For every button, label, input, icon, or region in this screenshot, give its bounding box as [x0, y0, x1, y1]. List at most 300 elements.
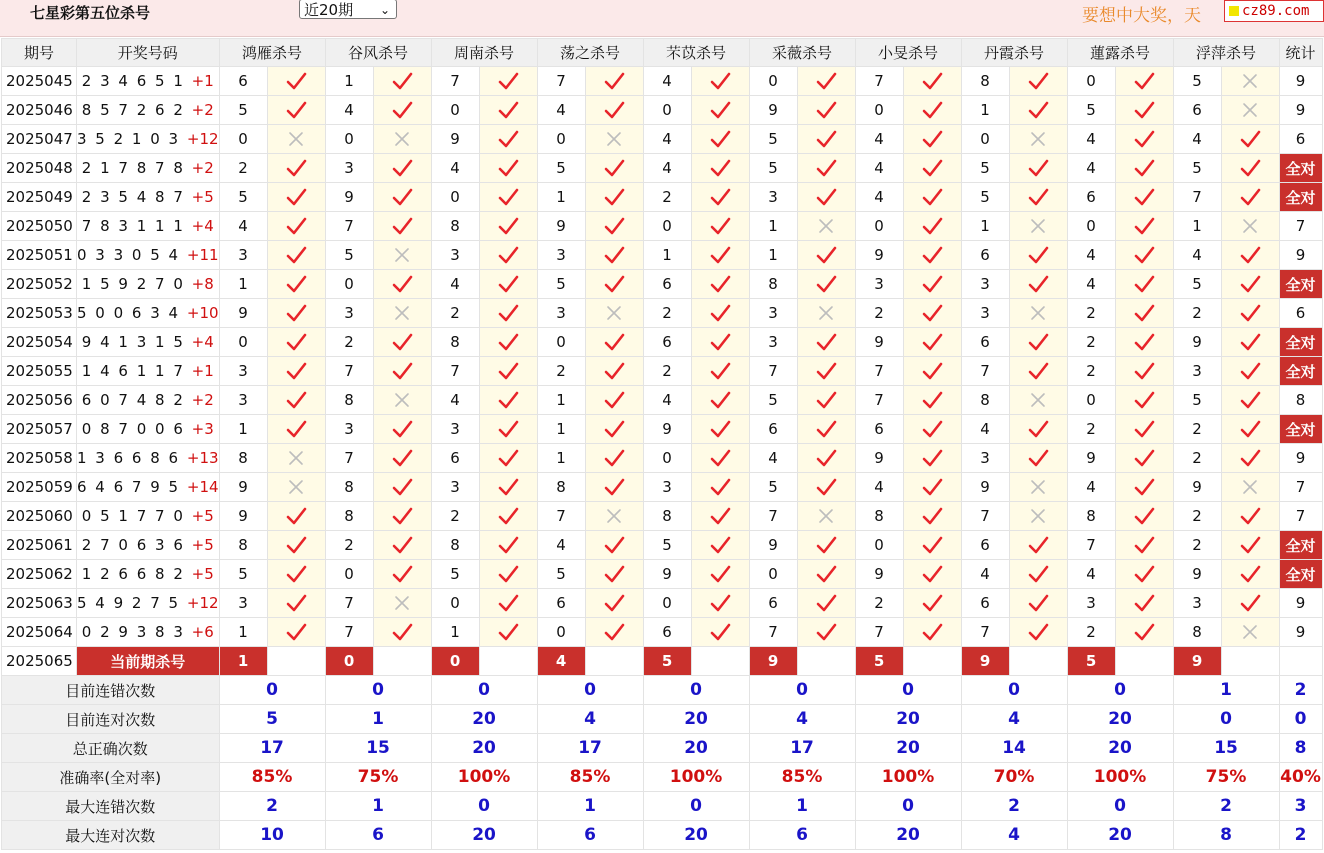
draw-bonus: +8: [191, 275, 214, 293]
result-mark-cell: [585, 125, 643, 154]
table-row: [2, 589, 1323, 618]
current-kill-number: 9: [749, 647, 797, 676]
period-cell: 2025059: [2, 473, 77, 502]
period-range-select[interactable]: [299, 0, 397, 19]
draw-number-cell: [77, 618, 220, 647]
check-icon: [391, 563, 413, 585]
stat-cell: 9: [1279, 67, 1322, 96]
draw-number-cell: [77, 473, 220, 502]
draw-number-cell: [77, 444, 220, 473]
result-mark-cell: [1221, 589, 1279, 618]
check-icon: [1133, 563, 1155, 585]
check-icon: [1133, 505, 1155, 527]
check-icon: [497, 418, 519, 440]
check-icon: [497, 621, 519, 643]
current-kill-number: 4: [537, 647, 585, 676]
kill-number-cell: 4: [431, 270, 479, 299]
summary-value: 4: [537, 705, 643, 734]
summary-value: 8: [1173, 821, 1279, 850]
result-mark-cell: [797, 560, 855, 589]
draw-number-cell: [77, 125, 220, 154]
kill-number-cell: 9: [961, 473, 1009, 502]
kill-number-cell: 1: [431, 618, 479, 647]
kill-number-cell: 4: [749, 444, 797, 473]
result-mark-cell: [267, 502, 325, 531]
result-mark-cell: [267, 241, 325, 270]
kill-number-cell: 0: [537, 618, 585, 647]
draw-number-cell: [77, 270, 220, 299]
kill-number-cell: 9: [219, 299, 267, 328]
cross-icon: [391, 128, 413, 150]
result-mark-cell: [585, 241, 643, 270]
check-icon: [1239, 128, 1261, 150]
result-mark-cell: [797, 473, 855, 502]
draw-digits: 0 3 3 0 5 4: [77, 246, 187, 264]
result-mark-cell: [267, 386, 325, 415]
kill-number-cell: 4: [1173, 241, 1221, 270]
check-icon: [815, 99, 837, 121]
draw-digits: 1 2 6 6 8 2: [81, 565, 192, 583]
result-mark-cell: [585, 473, 643, 502]
summary-total: 2: [1279, 821, 1322, 850]
result-mark-cell: [691, 154, 749, 183]
check-icon: [285, 534, 307, 556]
kill-number-cell: 4: [1067, 154, 1115, 183]
check-icon: [709, 621, 731, 643]
period-cell: 2025049: [2, 183, 77, 212]
summary-value: 6: [749, 821, 855, 850]
result-mark-cell: [1115, 299, 1173, 328]
kill-number-cell: 2: [1173, 415, 1221, 444]
kill-number-cell: 2: [1067, 618, 1115, 647]
period-cell: 2025045: [2, 67, 77, 96]
result-mark-cell: [585, 357, 643, 386]
kill-number-cell: 8: [325, 473, 373, 502]
summary-value: 0: [855, 676, 961, 705]
kill-number-cell: 3: [325, 299, 373, 328]
check-icon: [1239, 273, 1261, 295]
check-icon: [815, 621, 837, 643]
summary-value: 1: [325, 705, 431, 734]
check-icon: [1133, 389, 1155, 411]
kill-number-cell: 8: [219, 444, 267, 473]
kill-number-cell: 0: [325, 270, 373, 299]
result-mark-cell: [1221, 270, 1279, 299]
summary-value: 4: [961, 821, 1067, 850]
check-icon: [391, 360, 413, 382]
column-header-stat: 统计: [1279, 39, 1322, 67]
logo-dot-icon: [1229, 6, 1239, 16]
result-mark-cell: [903, 328, 961, 357]
result-mark-cell: [797, 299, 855, 328]
check-icon: [497, 244, 519, 266]
summary-value: 20: [855, 734, 961, 763]
check-icon: [497, 360, 519, 382]
check-icon: [1239, 186, 1261, 208]
check-icon: [921, 534, 943, 556]
kill-number-cell: 1: [537, 415, 585, 444]
period-cell: 2025050: [2, 212, 77, 241]
current-kill-spacer: [373, 647, 431, 676]
table-row: [2, 154, 1323, 183]
draw-bonus: +1: [191, 72, 214, 90]
check-icon: [497, 476, 519, 498]
kill-number-cell: 2: [1173, 531, 1221, 560]
result-mark-cell: [1009, 96, 1067, 125]
current-kill-number: 1: [219, 647, 267, 676]
kill-number-cell: 2: [219, 154, 267, 183]
check-icon: [285, 389, 307, 411]
cross-icon: [603, 302, 625, 324]
result-mark-cell: [585, 270, 643, 299]
result-mark-cell: [479, 473, 537, 502]
check-icon: [285, 215, 307, 237]
summary-value: 0: [1067, 676, 1173, 705]
check-icon: [709, 418, 731, 440]
result-mark-cell: [479, 212, 537, 241]
result-mark-cell: [903, 96, 961, 125]
table-header-row: [2, 39, 1323, 67]
result-mark-cell: [903, 531, 961, 560]
check-icon: [1027, 592, 1049, 614]
kill-number-cell: 4: [325, 96, 373, 125]
cross-icon: [1027, 128, 1049, 150]
current-kill-spacer: [585, 647, 643, 676]
draw-number-cell: [77, 386, 220, 415]
draw-digits: 1 4 6 1 1 7: [81, 362, 192, 380]
result-mark-cell: [1221, 415, 1279, 444]
check-icon: [497, 389, 519, 411]
kill-number-cell: 7: [855, 618, 903, 647]
result-mark-cell: [373, 67, 431, 96]
site-logo[interactable]: [1224, 0, 1324, 22]
kill-number-cell: 7: [431, 357, 479, 386]
result-mark-cell: [1009, 415, 1067, 444]
result-mark-cell: [1115, 560, 1173, 589]
check-icon: [1133, 331, 1155, 353]
kill-number-cell: 7: [431, 67, 479, 96]
summary-value: 0: [219, 676, 325, 705]
result-mark-cell: [585, 415, 643, 444]
period-cell: 2025047: [2, 125, 77, 154]
result-mark-cell: [373, 183, 431, 212]
kill-number-cell: 0: [325, 560, 373, 589]
column-header-expert: 丹霞杀号: [961, 39, 1067, 67]
draw-digits: 6 4 6 7 9 5: [77, 478, 187, 496]
kill-number-cell: 1: [537, 444, 585, 473]
kill-number-cell: 9: [855, 241, 903, 270]
check-icon: [603, 331, 625, 353]
kill-number-cell: 2: [431, 502, 479, 531]
summary-value: 2: [1173, 792, 1279, 821]
result-mark-cell: [691, 473, 749, 502]
period-cell: 2025064: [2, 618, 77, 647]
result-mark-cell: [479, 96, 537, 125]
draw-digits: 1 5 9 2 7 0: [81, 275, 192, 293]
result-mark-cell: [691, 299, 749, 328]
check-icon: [1133, 215, 1155, 237]
check-icon: [497, 273, 519, 295]
kill-number-cell: 2: [537, 357, 585, 386]
check-icon: [1133, 476, 1155, 498]
result-mark-cell: [1009, 299, 1067, 328]
stat-cell: 9: [1279, 589, 1322, 618]
result-mark-cell: [691, 618, 749, 647]
column-header-expert: 谷风杀号: [325, 39, 431, 67]
result-mark-cell: [585, 531, 643, 560]
kill-number-cell: 5: [537, 270, 585, 299]
summary-value: 0: [1173, 705, 1279, 734]
summary-total: 2: [1279, 676, 1322, 705]
result-mark-cell: [903, 241, 961, 270]
kill-number-cell: 7: [1173, 183, 1221, 212]
draw-digits: 6 0 7 4 8 2: [81, 391, 192, 409]
kill-number-cell: 3: [749, 299, 797, 328]
result-mark-cell: [1221, 531, 1279, 560]
kill-number-cell: 6: [1067, 183, 1115, 212]
stat-cell: 全对: [1279, 183, 1322, 212]
check-icon: [603, 534, 625, 556]
check-icon: [603, 99, 625, 121]
result-mark-cell: [691, 96, 749, 125]
stat-cell: 全对: [1279, 328, 1322, 357]
summary-value: 0: [643, 792, 749, 821]
check-icon: [921, 331, 943, 353]
check-icon: [391, 273, 413, 295]
result-mark-cell: [1009, 67, 1067, 96]
result-mark-cell: [267, 183, 325, 212]
kill-number-cell: 6: [961, 531, 1009, 560]
cross-icon: [603, 505, 625, 527]
check-icon: [921, 128, 943, 150]
result-mark-cell: [1009, 212, 1067, 241]
kill-number-cell: 1: [219, 415, 267, 444]
kill-number-cell: 7: [749, 618, 797, 647]
cross-icon: [391, 389, 413, 411]
check-icon: [391, 534, 413, 556]
result-mark-cell: [479, 589, 537, 618]
result-mark-cell: [479, 386, 537, 415]
check-icon: [1027, 621, 1049, 643]
result-mark-cell: [373, 589, 431, 618]
check-icon: [603, 563, 625, 585]
result-mark-cell: [267, 357, 325, 386]
stat-cell: 全对: [1279, 270, 1322, 299]
kill-number-cell: 6: [537, 589, 585, 618]
kill-number-cell: 4: [1173, 125, 1221, 154]
check-icon: [815, 592, 837, 614]
stat-cell: 6: [1279, 125, 1322, 154]
result-mark-cell: [585, 212, 643, 241]
result-mark-cell: [1115, 96, 1173, 125]
draw-digits: 2 7 0 6 3 6: [81, 536, 192, 554]
check-icon: [1133, 244, 1155, 266]
kill-number-cell: 5: [431, 560, 479, 589]
result-mark-cell: [903, 154, 961, 183]
draw-digits: 5 4 9 2 7 5: [77, 594, 187, 612]
kill-number-cell: 3: [325, 415, 373, 444]
chevron-down-icon: ⌄: [379, 3, 390, 17]
stat-cell: 全对: [1279, 415, 1322, 444]
kill-number-cell: 1: [325, 67, 373, 96]
current-kill-number: 9: [1173, 647, 1221, 676]
check-icon: [921, 563, 943, 585]
stat-cell: 7: [1279, 473, 1322, 502]
result-mark-cell: [691, 67, 749, 96]
result-mark-cell: [1115, 241, 1173, 270]
column-header-expert: 芣苡杀号: [643, 39, 749, 67]
cross-icon: [285, 476, 307, 498]
kill-number-cell: 5: [1173, 154, 1221, 183]
kill-number-cell: 5: [749, 386, 797, 415]
result-mark-cell: [1221, 241, 1279, 270]
result-mark-cell: [267, 531, 325, 560]
result-mark-cell: [1115, 415, 1173, 444]
result-mark-cell: [797, 415, 855, 444]
kill-number-cell: 8: [219, 531, 267, 560]
kill-number-cell: 2: [431, 299, 479, 328]
result-mark-cell: [1115, 473, 1173, 502]
summary-value: 100%: [643, 763, 749, 792]
kill-number-cell: 5: [749, 473, 797, 502]
summary-value: 6: [537, 821, 643, 850]
kill-number-cell: 7: [325, 618, 373, 647]
kill-number-cell: 7: [325, 589, 373, 618]
stat-cell: 全对: [1279, 154, 1322, 183]
kill-number-cell: 7: [855, 386, 903, 415]
cross-icon: [1239, 70, 1261, 92]
draw-digits: 1 3 6 6 8 6: [77, 449, 187, 467]
summary-value: 0: [431, 792, 537, 821]
result-mark-cell: [373, 618, 431, 647]
check-icon: [1239, 447, 1261, 469]
check-icon: [815, 447, 837, 469]
table-row: [2, 444, 1323, 473]
kill-number-cell: 9: [431, 125, 479, 154]
summary-label: 最大连错次数: [2, 792, 220, 821]
table-row: [2, 241, 1323, 270]
result-mark-cell: [267, 328, 325, 357]
kill-number-cell: 4: [855, 183, 903, 212]
summary-value: 15: [1173, 734, 1279, 763]
result-mark-cell: [267, 212, 325, 241]
summary-label: 准确率(全对率): [2, 763, 220, 792]
kill-number-cell: 0: [431, 96, 479, 125]
summary-row: [2, 676, 1323, 705]
kill-number-cell: 9: [643, 560, 691, 589]
check-icon: [921, 244, 943, 266]
result-mark-cell: [267, 415, 325, 444]
draw-bonus: +12: [186, 130, 219, 148]
result-mark-cell: [373, 473, 431, 502]
summary-value: 1: [1173, 676, 1279, 705]
summary-label: 目前连对次数: [2, 705, 220, 734]
result-mark-cell: [797, 444, 855, 473]
current-kill-spacer: [1009, 647, 1067, 676]
kill-number-cell: 2: [643, 299, 691, 328]
result-mark-cell: [903, 589, 961, 618]
check-icon: [709, 99, 731, 121]
check-icon: [815, 534, 837, 556]
result-mark-cell: [903, 270, 961, 299]
draw-bonus: +12: [186, 594, 219, 612]
result-mark-cell: [797, 531, 855, 560]
check-icon: [921, 70, 943, 92]
kill-number-cell: 0: [749, 67, 797, 96]
kill-number-cell: 6: [1173, 96, 1221, 125]
check-icon: [603, 621, 625, 643]
result-mark-cell: [903, 183, 961, 212]
result-mark-cell: [903, 67, 961, 96]
result-mark-cell: [373, 154, 431, 183]
check-icon: [709, 563, 731, 585]
kill-number-cell: 1: [749, 212, 797, 241]
kill-number-cell: 4: [643, 125, 691, 154]
period-cell: 2025046: [2, 96, 77, 125]
result-mark-cell: [267, 618, 325, 647]
result-mark-cell: [267, 444, 325, 473]
kill-number-cell: 0: [537, 328, 585, 357]
kill-number-cell: 5: [961, 154, 1009, 183]
kill-number-cell: 5: [1067, 96, 1115, 125]
draw-number-cell: [77, 154, 220, 183]
cross-icon: [391, 592, 413, 614]
draw-bonus: +2: [191, 391, 214, 409]
draw-digits: 8 5 7 2 6 2: [81, 101, 192, 119]
draw-digits: 2 3 4 6 5 1: [81, 72, 192, 90]
check-icon: [1239, 563, 1261, 585]
kill-number-cell: 8: [643, 502, 691, 531]
kill-number-cell: 4: [961, 560, 1009, 589]
check-icon: [1133, 360, 1155, 382]
check-icon: [709, 215, 731, 237]
column-header-expert: 鸿雁杀号: [219, 39, 325, 67]
table-row: [2, 415, 1323, 444]
kill-number-cell: 8: [325, 386, 373, 415]
kill-number-cell: 9: [749, 531, 797, 560]
check-icon: [285, 621, 307, 643]
check-icon: [285, 563, 307, 585]
result-mark-cell: [691, 328, 749, 357]
check-icon: [815, 244, 837, 266]
result-mark-cell: [1009, 386, 1067, 415]
kill-number-cell: 8: [961, 67, 1009, 96]
check-icon: [497, 592, 519, 614]
kill-number-cell: 5: [749, 125, 797, 154]
check-icon: [1133, 592, 1155, 614]
result-mark-cell: [1009, 560, 1067, 589]
result-mark-cell: [1221, 183, 1279, 212]
check-icon: [1027, 186, 1049, 208]
summary-total: 40%: [1279, 763, 1322, 792]
kill-number-cell: 4: [1067, 241, 1115, 270]
result-mark-cell: [479, 357, 537, 386]
check-icon: [603, 418, 625, 440]
result-mark-cell: [797, 67, 855, 96]
result-mark-cell: [479, 299, 537, 328]
summary-value: 2: [961, 792, 1067, 821]
result-mark-cell: [1221, 125, 1279, 154]
period-cell: 2025060: [2, 502, 77, 531]
table-row: [2, 531, 1323, 560]
kill-number-cell: 3: [643, 473, 691, 502]
period-cell: 2025056: [2, 386, 77, 415]
kill-number-cell: 1: [643, 241, 691, 270]
kill-number-cell: 1: [537, 183, 585, 212]
current-kill-spacer: [797, 647, 855, 676]
check-icon: [709, 186, 731, 208]
kill-number-cell: 7: [537, 502, 585, 531]
